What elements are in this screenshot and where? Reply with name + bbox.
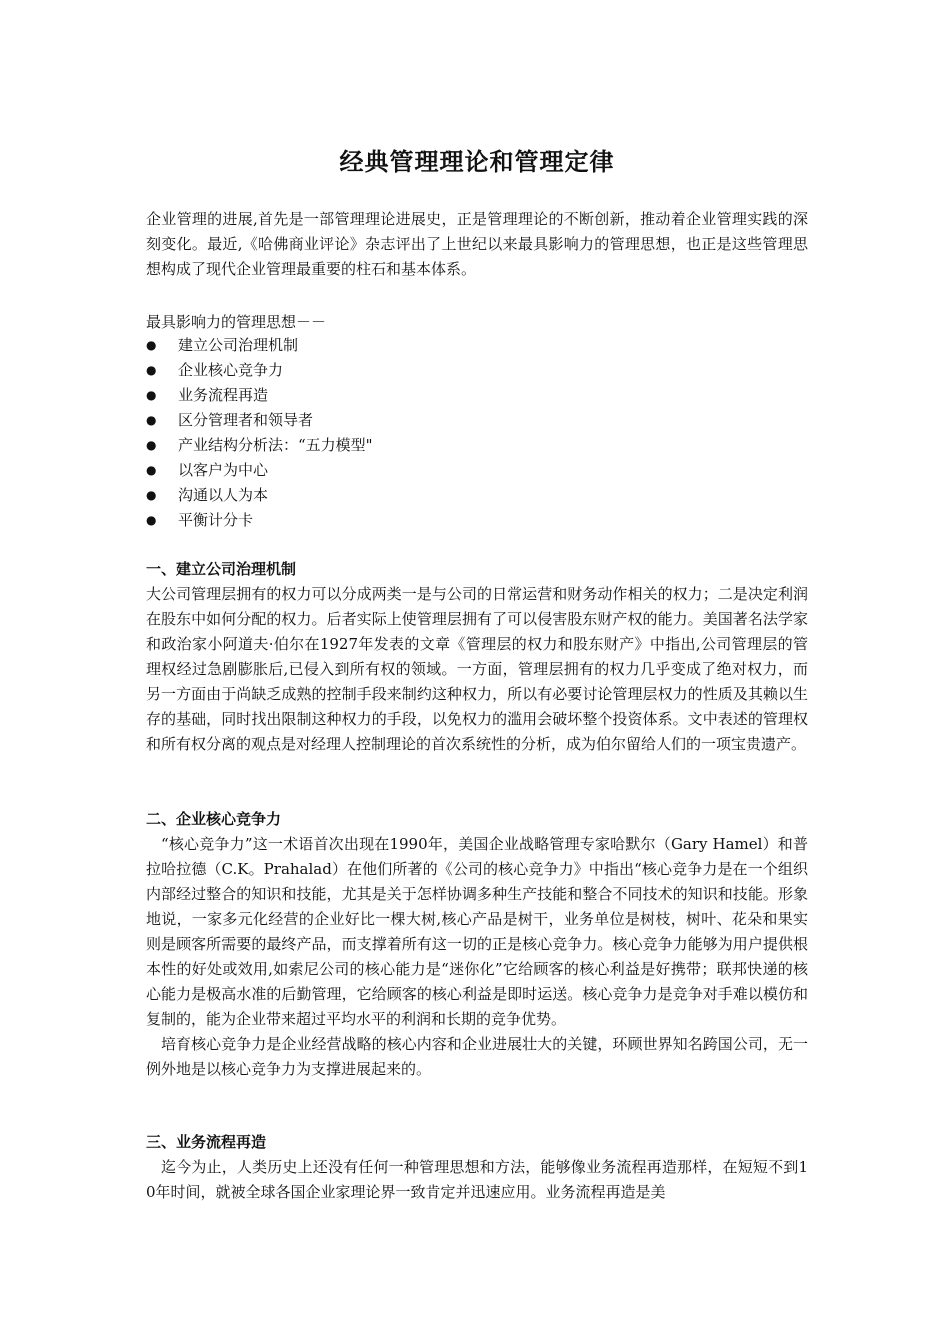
list-heading: 最具影响力的管理思想－－	[146, 313, 327, 331]
list-item	[146, 433, 808, 458]
bullet-icon: ●	[146, 438, 157, 452]
list-item-text: 产业结构分析法：“五力模型"	[178, 436, 373, 454]
list-item-text: 沟通以人为本	[178, 486, 269, 504]
list-item	[146, 458, 808, 483]
bullet-icon: ●	[146, 513, 157, 527]
list-heading-block	[146, 310, 808, 335]
bullet-icon: ●	[146, 338, 157, 352]
list-item	[146, 408, 808, 433]
section-core-competence	[146, 807, 808, 1082]
list-item-text: 建立公司治理机制	[178, 336, 299, 354]
intro-paragraph: 企业管理的进展,首先是一部管理理论进展史，正是管理理论的不断创新，推动着企业管理实践的深刻变化。最近,《哈佛商业评论》杂志评出了上世纪以来最具影响力的管理思想，也正是这些管理思想构成了现代企业管理最重要的柱石和基本体系。	[146, 210, 808, 278]
bullet-icon: ●	[146, 463, 157, 477]
bullet-icon: ●	[146, 413, 157, 427]
section-paragraph: 迄今为止，人类历史上还没有任何一种管理思想和方法，能够像业务流程再造那样，在短短不到10年时间，就被全球各国企业家理论界一致肯定并迅速应用。业务流程再造是美	[146, 1158, 808, 1201]
bullet-icon: ●	[146, 488, 157, 502]
bullet-icon: ●	[146, 363, 157, 377]
section-process-reengineering	[146, 1130, 808, 1205]
section-heading: 二、企业核心竞争力	[146, 810, 282, 828]
section-heading: 三、业务流程再造	[146, 1133, 267, 1151]
list-item-text: 平衡计分卡	[178, 511, 254, 529]
list-item-text: 以客户为中心	[178, 461, 269, 479]
section-paragraph: “核心竞争力”这一术语首次出现在1990年，美国企业战略管理专家哈默尔（Gary Hamel）和普拉哈拉德（C.K。Prahalad）在他们所著的《公司的核心竞争力》中指出“核心竞争力是在一个组织内部经过整合的知识和技能，尤其是关于怎样协调多种生产技能和整合不同技术的知识和技能。形象地说，一家多元化经营的企业好比一棵大树,核心产品是树干，业务单位是树枝，树叶、花朵和果实则是顾客所需要的最终产品，而支撑着所有这一切的正是核心竞争力。核心竞争力能够为用户提供根本性的好处或效用,如索尼公司的核心能力是“迷你化”它给顾客的核心利益是好携带；联邦快递的核心能力是极高水准的后勤管理，它给顾客的核心利益是即时运送。核心竞争力是竞争对手难以模仿和复制的，能为企业带来超过平均水平的利润和长期的竞争优势。	[146, 835, 808, 1028]
list-item-text: 区分管理者和领导者	[178, 411, 314, 429]
list-item	[146, 333, 808, 358]
document-title: 经典管理理论和管理定律	[339, 148, 615, 176]
section-corporate-governance	[146, 557, 808, 757]
intro-block	[146, 207, 808, 282]
list-item	[146, 358, 808, 383]
section-heading: 一、建立公司治理机制	[146, 560, 297, 578]
list-item-text: 业务流程再造	[178, 386, 269, 404]
list-item-text: 企业核心竞争力	[178, 361, 284, 379]
list-item	[146, 508, 808, 533]
list-item	[146, 383, 808, 408]
section-paragraph: 大公司管理层拥有的权力可以分成两类一是与公司的日常运营和财务动作相关的权力；二是决定利润在股东中如何分配的权力。后者实际上使管理层拥有了可以侵害股东财产权的能力。美国著名法学家和政治家小阿道夫·伯尔在1927年发表的文章《管理层的权力和股东财产》中指出,公司管理层的管理权经过急剧膨胀后,已侵入到所有权的领域。一方面，管理层拥有的权力几乎变成了绝对权力，而另一方面由于尚缺乏成熟的控制手段来制约这种权力，所以有必要讨论管理层权力的性质及其赖以生存的基础，同时找出限制这种权力的手段，以免权力的滥用会破坏整个投资体系。文中表述的管理权和所有权分离的观点是对经理人控制理论的首次系统性的分析，成为伯尔留给人们的一项宝贵遗产。	[146, 585, 808, 753]
section-paragraph: 培育核心竞争力是企业经营战略的核心内容和企业进展壮大的关键，环顾世界知名跨国公司，无一例外地是以核心竞争力为支撑进展起来的。	[146, 1035, 808, 1078]
bullet-list	[146, 333, 808, 533]
list-item	[146, 483, 808, 508]
bullet-icon: ●	[146, 388, 157, 402]
